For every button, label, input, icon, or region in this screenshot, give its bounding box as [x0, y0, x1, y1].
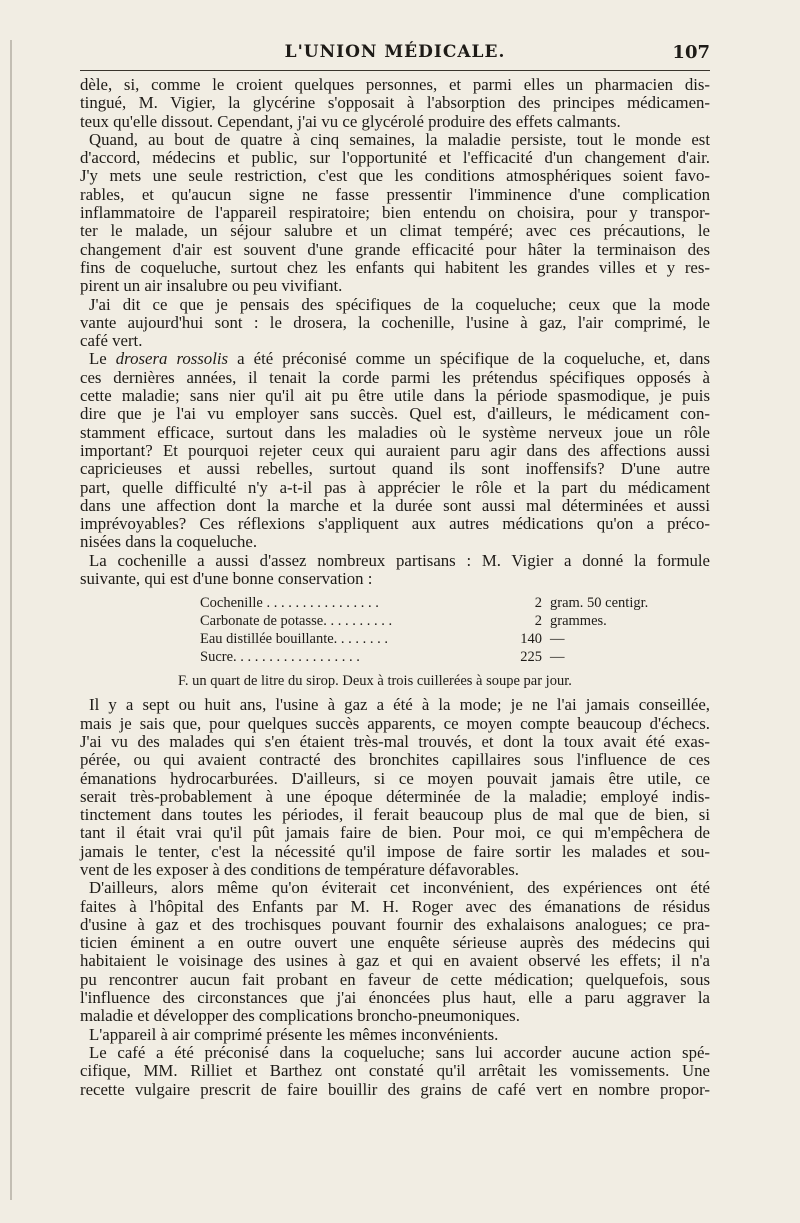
recipe-unit: —	[550, 631, 565, 648]
binding-edge	[10, 40, 12, 1200]
text-line: l'influence des circonstances que j'ai énoncées plus haut, elle a paru aggraver la	[80, 988, 710, 1008]
text-line: recette vulgaire prescrit de faire bouillir des grains de café vert en nombre propor-	[80, 1079, 710, 1099]
text-line: tinctement dans toutes les périodes, il ferait beaucoup plus de mal que de bien, si	[80, 805, 710, 825]
text-line: pu rencontrer aucun fait probant en faveur de cette médication; quelquefois, sous	[80, 969, 710, 989]
text-line: J'y mets une seule restriction, c'est que les conditions atmosphériques soient favo-	[80, 166, 710, 186]
text-line: teux qu'elle dissout. Cependant, j'ai vu ce glycérolé produire des effets calmants.	[80, 111, 621, 131]
text-line: changement d'air est souvent d'une grande efficacité pour hâter la terminaison des	[80, 239, 710, 259]
text-line: dèle, si, comme le croient quelques personnes, et parmi elles un pharmacien dis-	[80, 75, 710, 94]
text-line: habitaient le voisinage des usines à gaz et qui en avaient observé les effets; il n'a	[80, 951, 710, 971]
text-line: L'appareil à air comprimé présente les mêmes inconvénients.	[89, 1024, 499, 1044]
recipe-ingredient: Sucre. . . . . . . . . . . . . . . . . .	[200, 649, 360, 666]
text-line: ticien éminent a en outre ouvert une enquête sérieuse auprès des médecins qui	[80, 933, 710, 953]
recipe-quantity: 225	[520, 649, 542, 666]
text-line: inflammatoire de l'appareil respiratoire; bien entendu on choisira, pour y transpor-	[80, 203, 710, 223]
text-line: jamais le tenter, c'est la nécessité qu'il impose de faire sortir les malades et sou-	[80, 841, 710, 861]
recipe-ingredient: Eau distillée bouillante. . . . . . . .	[200, 631, 389, 648]
text-line: faites à l'hôpital des Enfants par M. H. Roger avec des émanations de résidus	[80, 896, 710, 916]
text-line: imprévoyables? Ces réflexions s'appliquent aux autres médications qu'on a préco-	[80, 514, 710, 534]
text-line: d'accord, médecins et public, sur l'opportunité et l'efficacité d'un changement d'air.	[80, 148, 710, 168]
text-line: tingué, M. Vigier, la glycérine s'opposait à l'absorption des principes médicamen-	[80, 93, 710, 113]
text-line: Le café a été préconisé dans la coqueluche; sans lui accorder aucune action spé-	[89, 1042, 710, 1062]
text-line: fins de coqueluche, surtout chez les enfants qui habitent les grandes villes et y res-	[80, 257, 710, 277]
text-fragment: Le	[89, 349, 116, 369]
recipe-quantity: 2	[534, 595, 542, 612]
text-line	[80, 350, 710, 368]
text-line: La cochenille a aussi d'assez nombreux partisans : M. Vigier a donné la formule	[89, 550, 710, 570]
text-line: J'ai vu des malades qui s'en étaient très-mal trouvés, et dont la toux avait été exas-	[80, 731, 710, 751]
text-line: tant il était vrai qu'il pût jamais faire de bien. Pour moi, ce qui m'empêchera de	[80, 823, 710, 843]
text-line: cette maladie; sans nier qu'il ait pu être utile dans la période spasmodique, je puis	[80, 386, 710, 406]
text-fragment: a été préconisé comme un spécifique de la coqueluche, et, dans	[228, 349, 710, 369]
text-line: cifique, MM. Rilliet et Barthez ont constaté qu'il arrêtait les vomissements. Une	[80, 1061, 710, 1081]
text-line: pirent un air insalubre ou peu vivifiant.	[80, 276, 343, 296]
text-line: Il y a sept ou huit ans, l'usine à gaz a été à la mode; je ne l'ai jamais conseillée,	[89, 695, 710, 715]
text-line: Quand, au bout de quatre à cinq semaines, la maladie persiste, tout le monde est	[89, 129, 710, 149]
text-line: dans une affection dont la marche et la durée sont aussi mal déterminées et aussi	[80, 495, 710, 515]
recipe-unit: —	[550, 649, 565, 666]
page-header	[80, 38, 710, 68]
recipe-ingredient: Cochenille . . . . . . . . . . . . . . . .	[200, 595, 379, 612]
text-line: suivante, qui est d'une bonne conservation :	[80, 569, 373, 589]
text-line: vent de les exposer à des conditions de température défavorables.	[80, 859, 519, 879]
text-line: D'ailleurs, alors même qu'on éviterait cet inconvénient, des expériences ont été	[89, 878, 710, 898]
header-rule	[80, 70, 710, 71]
text-line: maladie et développer des complications broncho-pneumoniques.	[80, 1006, 520, 1026]
text-line: émanations hydrocarburées. D'ailleurs, si ce moyen pouvait jamais être utile, ce	[80, 768, 710, 788]
text-line: stamment efficace, surtout dans les maladies où le système nerveux joue un rôle	[80, 422, 710, 442]
text-line: ces dernières années, il tenait la corde parmi les prétendus spécifiques opposés à	[80, 367, 710, 387]
text-line: ter le malade, un séjour salubre et un climat tempéré; avec ces précautions, le	[80, 221, 710, 241]
text-line: rables, et qu'aucun signe ne fasse pressentir l'imminence d'une complication	[80, 184, 710, 204]
text-line: serait très-probablement à une époque déterminée de la maladie; employé indis-	[80, 786, 710, 806]
text-line: dire que je l'ai vu employer sans succès. Quel est, d'ailleurs, le médicament con-	[80, 404, 710, 424]
running-title: L'UNION MÉDICALE.	[284, 42, 506, 62]
body-text	[80, 76, 710, 1099]
text-line: capricieuses et aussi rebelles, surtout quand ils sont inoffensifs? D'une autre	[80, 459, 710, 479]
text-line: part, quelle difficulté n'y a-t-il pas à apprécier le rôle et la part du médicament	[80, 477, 710, 497]
text-line: mais je sais que, pour quelques succès apparents, ce moyen compte beaucoup d'échecs.	[80, 713, 710, 733]
text-line: J'ai dit ce que je pensais des spécifiques de la coqueluche; ceux que la mode	[89, 294, 710, 314]
italic-term: drosera rossolis	[115, 349, 229, 369]
recipe-quantity: 140	[520, 631, 542, 648]
text-line: pérée, ou qui avaient contracté des bronchites capillaires sous l'influence de ces	[80, 750, 710, 770]
dosage-note: F. un quart de litre du sirop. Deux à trois cuillerées à soupe par jour.	[178, 673, 572, 690]
text-line: nisées dans la coqueluche.	[80, 532, 258, 552]
page-number: 107	[672, 42, 710, 63]
text-line: d'usine à gaz et des trochisques pouvant fournir des exhalaisons analogues; ce pra-	[80, 914, 710, 934]
text-line: vante aujourd'hui sont : le drosera, la cochenille, l'usine à gaz, l'air comprimé, le	[80, 312, 710, 332]
recipe-quantity: 2	[534, 613, 542, 630]
recipe-table	[200, 594, 710, 666]
recipe-ingredient: Carbonate de potasse. . . . . . . . . .	[200, 613, 393, 630]
text-line: important? Et pourquoi rejeter ceux qui auraient paru agir dans des affections aussi	[80, 440, 710, 460]
text-line: café vert.	[80, 331, 143, 351]
recipe-unit: grammes.	[550, 613, 607, 630]
recipe-unit: gram. 50 centigr.	[550, 595, 649, 612]
